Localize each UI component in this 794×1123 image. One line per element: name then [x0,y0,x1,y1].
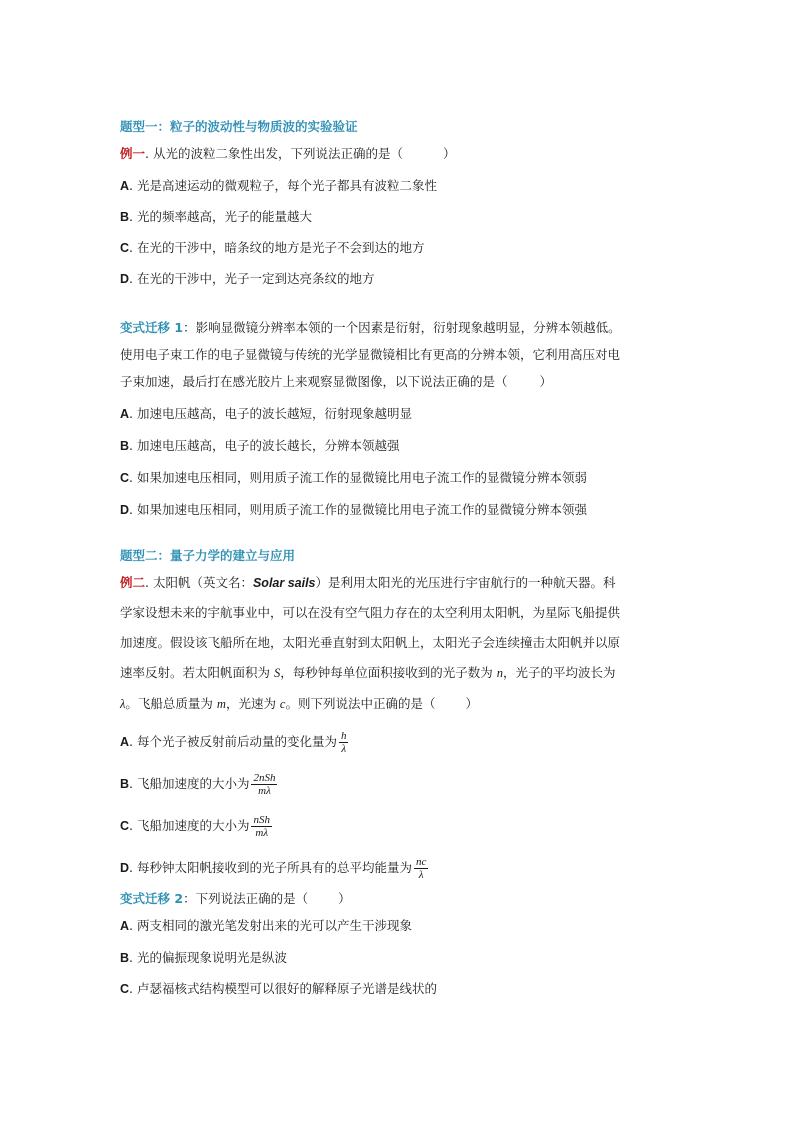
option-c: C. 如果加速电压相同，则用质子流工作的显微镜比用电子流工作的显微镜分辨本领弱 [120,470,587,485]
example-label: 例一 [120,146,146,161]
variant-1-line-1: 变式迁移 1：影响显微镜分辨率本领的一个因素是衍射，衍射现象越明显，分辨本领越低。 [120,320,621,335]
fraction: $\frac{nc}{\lambda}$ [415,856,427,881]
option-a: A. 加速电压越高，电子的波长越短，衍射现象越明显 [120,406,412,421]
option-d: D. 在光的干涉中，光子一定到达亮条纹的地方 [120,271,375,286]
section-heading-2: 题型二：量子力学的建立与应用 [120,548,296,563]
example-2-line-3: 加速度。假设该飞船所在地，太阳光垂直射到太阳帆上，太阳光子会连续撞击太阳帆并以原 [120,635,621,650]
option-d: D. 每秒钟太阳帆接收到的光子所具有的总平均能量为 $\frac{nc}{\lambda}$ [120,856,427,881]
example-2-line-4: 速率反射。若太阳帆面积为 S，每秒钟每单位面积接收到的光子数为 n，光子的平均波长为 [120,665,616,680]
fraction: $\frac{\text{nSh}}{m\lambda}$ [253,814,270,839]
option-b: B. 飞船加速度的大小为 $\frac{\text{2nSh}}{m\lambda}$ [120,772,276,797]
option-c: C. 在光的干涉中，暗条纹的地方是光子不会到达的地方 [120,240,425,255]
fraction: $\frac{h}{\lambda}$ [340,730,347,755]
example-label: 例二 [120,575,146,590]
example-2-line-5: λ。飞船总质量为 m，光速为 c。则下列说法中正确的是（ ） [120,696,479,711]
option-b: B. 加速电压越高，电子的波长越长，分辨本领越强 [120,438,400,453]
section-heading-1: 题型一：粒子的波动性与物质波的实验验证 [120,119,358,134]
option-a: A. 每个光子被反射前后动量的变化量为 $\frac{h}{\lambda}$ [120,730,347,755]
example-2-line-1: 例二. 太阳帆（英文名：Solar sails）是利用太阳光的光压进行宇宙航行的一种航天器。科 [120,575,616,590]
option-b: B. 光的频率越高，光子的能量越大 [120,209,312,224]
option-c: C. 卢瑟福核式结构模型可以很好的解释原子光谱是线状的 [120,981,437,996]
example-2-line-2: 学家设想未来的宇航事业中，可以在没有空气阻力存在的太空利用太阳帆，为星际飞船提供 [120,605,621,620]
variant-1-line-3: 子束加速，最后打在感光胶片上来观察显微图像，以下说法正确的是（ ） [120,374,553,389]
option-b: B. 光的偏振现象说明光是纵波 [120,950,287,965]
example-1-stem: 例一. 从光的波粒二象性出发，下列说法正确的是（ ） [120,146,456,161]
variant-1-line-2: 使用电子束工作的电子显微镜与传统的光学显微镜相比有更高的分辨本领，它利用高压对电 [120,347,621,362]
variant-label: 变式迁移 2 [120,891,184,906]
option-c: C. 飞船加速度的大小为 $\frac{\text{nSh}}{m\lambda}$ [120,814,270,839]
option-a: A. 两支相同的激光笔发射出来的光可以产生干涉现象 [120,918,412,933]
option-a: A. 光是高速运动的微观粒子，每个光子都具有波粒二象性 [120,178,437,193]
option-d: D. 如果加速电压相同，则用质子流工作的显微镜比用电子流工作的显微镜分辨本领强 [120,502,587,517]
variant-2-stem: 变式迁移 2：下列说法正确的是（ ） [120,891,351,906]
variant-label: 变式迁移 1 [120,320,184,335]
fraction: $\frac{\text{2nSh}}{m\lambda}$ [253,772,276,797]
